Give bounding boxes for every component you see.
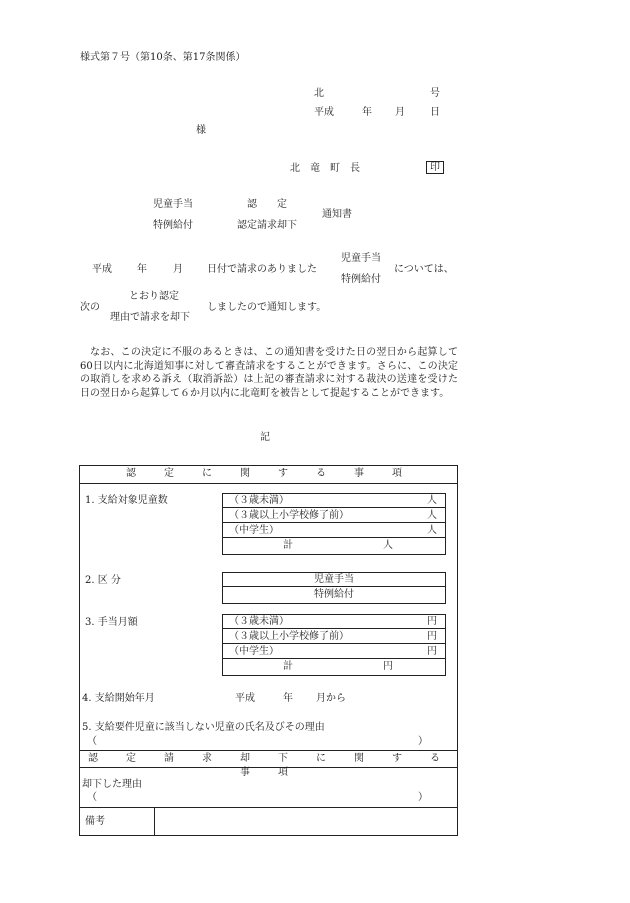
issuer-name: 北 竜 町 長 [290,163,360,174]
item5-paren-open: （ [87,736,97,747]
rejection-paren-close: ） [418,792,428,803]
row-unit: 人 [427,525,437,536]
doc-number-suffix: 号 [430,88,440,99]
row-unit: 人 [427,495,437,506]
divider [80,750,457,751]
total-unit: 円 [383,661,393,672]
monthly-amount-table [222,614,446,676]
intro-era: 平成 [92,264,112,275]
rejection-paren-open: （ [87,792,97,803]
date-day: 日 [430,107,440,118]
row-label: （３歳以上小学校修了前） [229,510,349,521]
intro-allowance-2: 特例給付 [341,274,381,285]
item5-paren-close: ） [418,736,428,747]
date-year: 年 [362,107,372,118]
date-era: 平成 [314,107,334,118]
child-count-row [223,509,445,523]
row-unit: 円 [427,631,437,642]
ki-heading: 記 [260,432,270,443]
intro-notify: しましたので通知します。 [207,302,327,313]
child-count-total-row [223,539,445,553]
total-unit: 人 [383,540,393,551]
rejection-section-header: 認 定 請 求 却 下 に 関 す る 事 項 [88,753,468,778]
category-table [222,572,446,604]
details-table [79,465,468,836]
divider [80,767,457,768]
item4-era: 平成 [235,693,255,704]
row-label: （３歳未満） [229,616,289,627]
row-label: （中学生） [229,525,279,536]
row-unit: 円 [427,616,437,627]
doc-number-prefix: 北 [314,88,324,99]
approval-section-header: 認 定 に 関 す る 事 項 [126,468,411,479]
date-month: 月 [395,107,405,118]
intro-regarding: については、 [394,264,454,275]
intro-requested: 日付で請求のありました [207,264,317,275]
remarks-label: 備考 [85,816,105,827]
intro-allowance-1: 児童手当 [341,253,381,264]
child-count-table [222,493,446,555]
rejection-reason-label: 却下した理由 [82,779,142,790]
addressee-suffix: 様 [196,125,206,136]
title-decision-1: 認 定 [247,199,287,210]
row-label: （３歳以上小学校修了前） [229,631,349,642]
intro-year: 年 [137,264,147,275]
item4-year: 年 [283,693,293,704]
monthly-amount-row [223,630,445,644]
title-allowance-2: 特例給付 [153,220,193,231]
seal-text: 印 [426,161,444,174]
intro-option-1: とおり認定 [129,291,179,302]
row-label: （３歳未満） [229,495,289,506]
divider [80,807,457,808]
row-unit: 人 [427,510,437,521]
remarks-divider [154,807,155,835]
monthly-amount-row [223,615,445,629]
divider [80,483,457,484]
total-label: 計 [283,661,293,672]
intro-option-2: 理由で請求を却下 [110,312,190,323]
intro-month: 月 [173,264,183,275]
item1-label: 1. 支給対象児童数 [85,495,168,506]
title-notice: 通知書 [322,209,352,220]
item4-month: 月から [316,693,346,704]
seal-mark [426,162,444,174]
total-label: 計 [283,540,293,551]
title-allowance-1: 児童手当 [153,199,193,210]
child-count-row [223,494,445,508]
item5-label: 5. 支給要件児童に該当しない児童の氏名及びその理由 [82,722,325,733]
category-row: 児童手当 [223,573,445,587]
appeal-notice: なお、この決定に不服のあるときは、この通知書を受けた日の翌日から起算して60日以内に北海道知事に対して審査請求をすることができます。さらに、この決定の取消しを求める訴え（取消訴訟）は上記の審査請求に対する裁決の送達を受けた日の翌日から起算して６か月以内に北竜町を被告として提起することができます。 [80,347,458,399]
title-decision-2: 認定請求却下 [237,220,297,231]
form-number: 様式第７号（第10条、第17条関係） [80,52,246,63]
category-row: 特例給付 [314,589,354,600]
child-count-row [223,524,445,538]
item3-label: 3. 手当月額 [85,617,138,628]
intro-next: 次の [80,302,100,313]
monthly-amount-total-row [223,660,445,674]
row-unit: 円 [427,646,437,657]
item2-label: 2. 区 分 [85,575,121,586]
row-label: （中学生） [229,646,279,657]
item4-label: 4. 支給開始年月 [82,693,155,704]
monthly-amount-row [223,645,445,659]
